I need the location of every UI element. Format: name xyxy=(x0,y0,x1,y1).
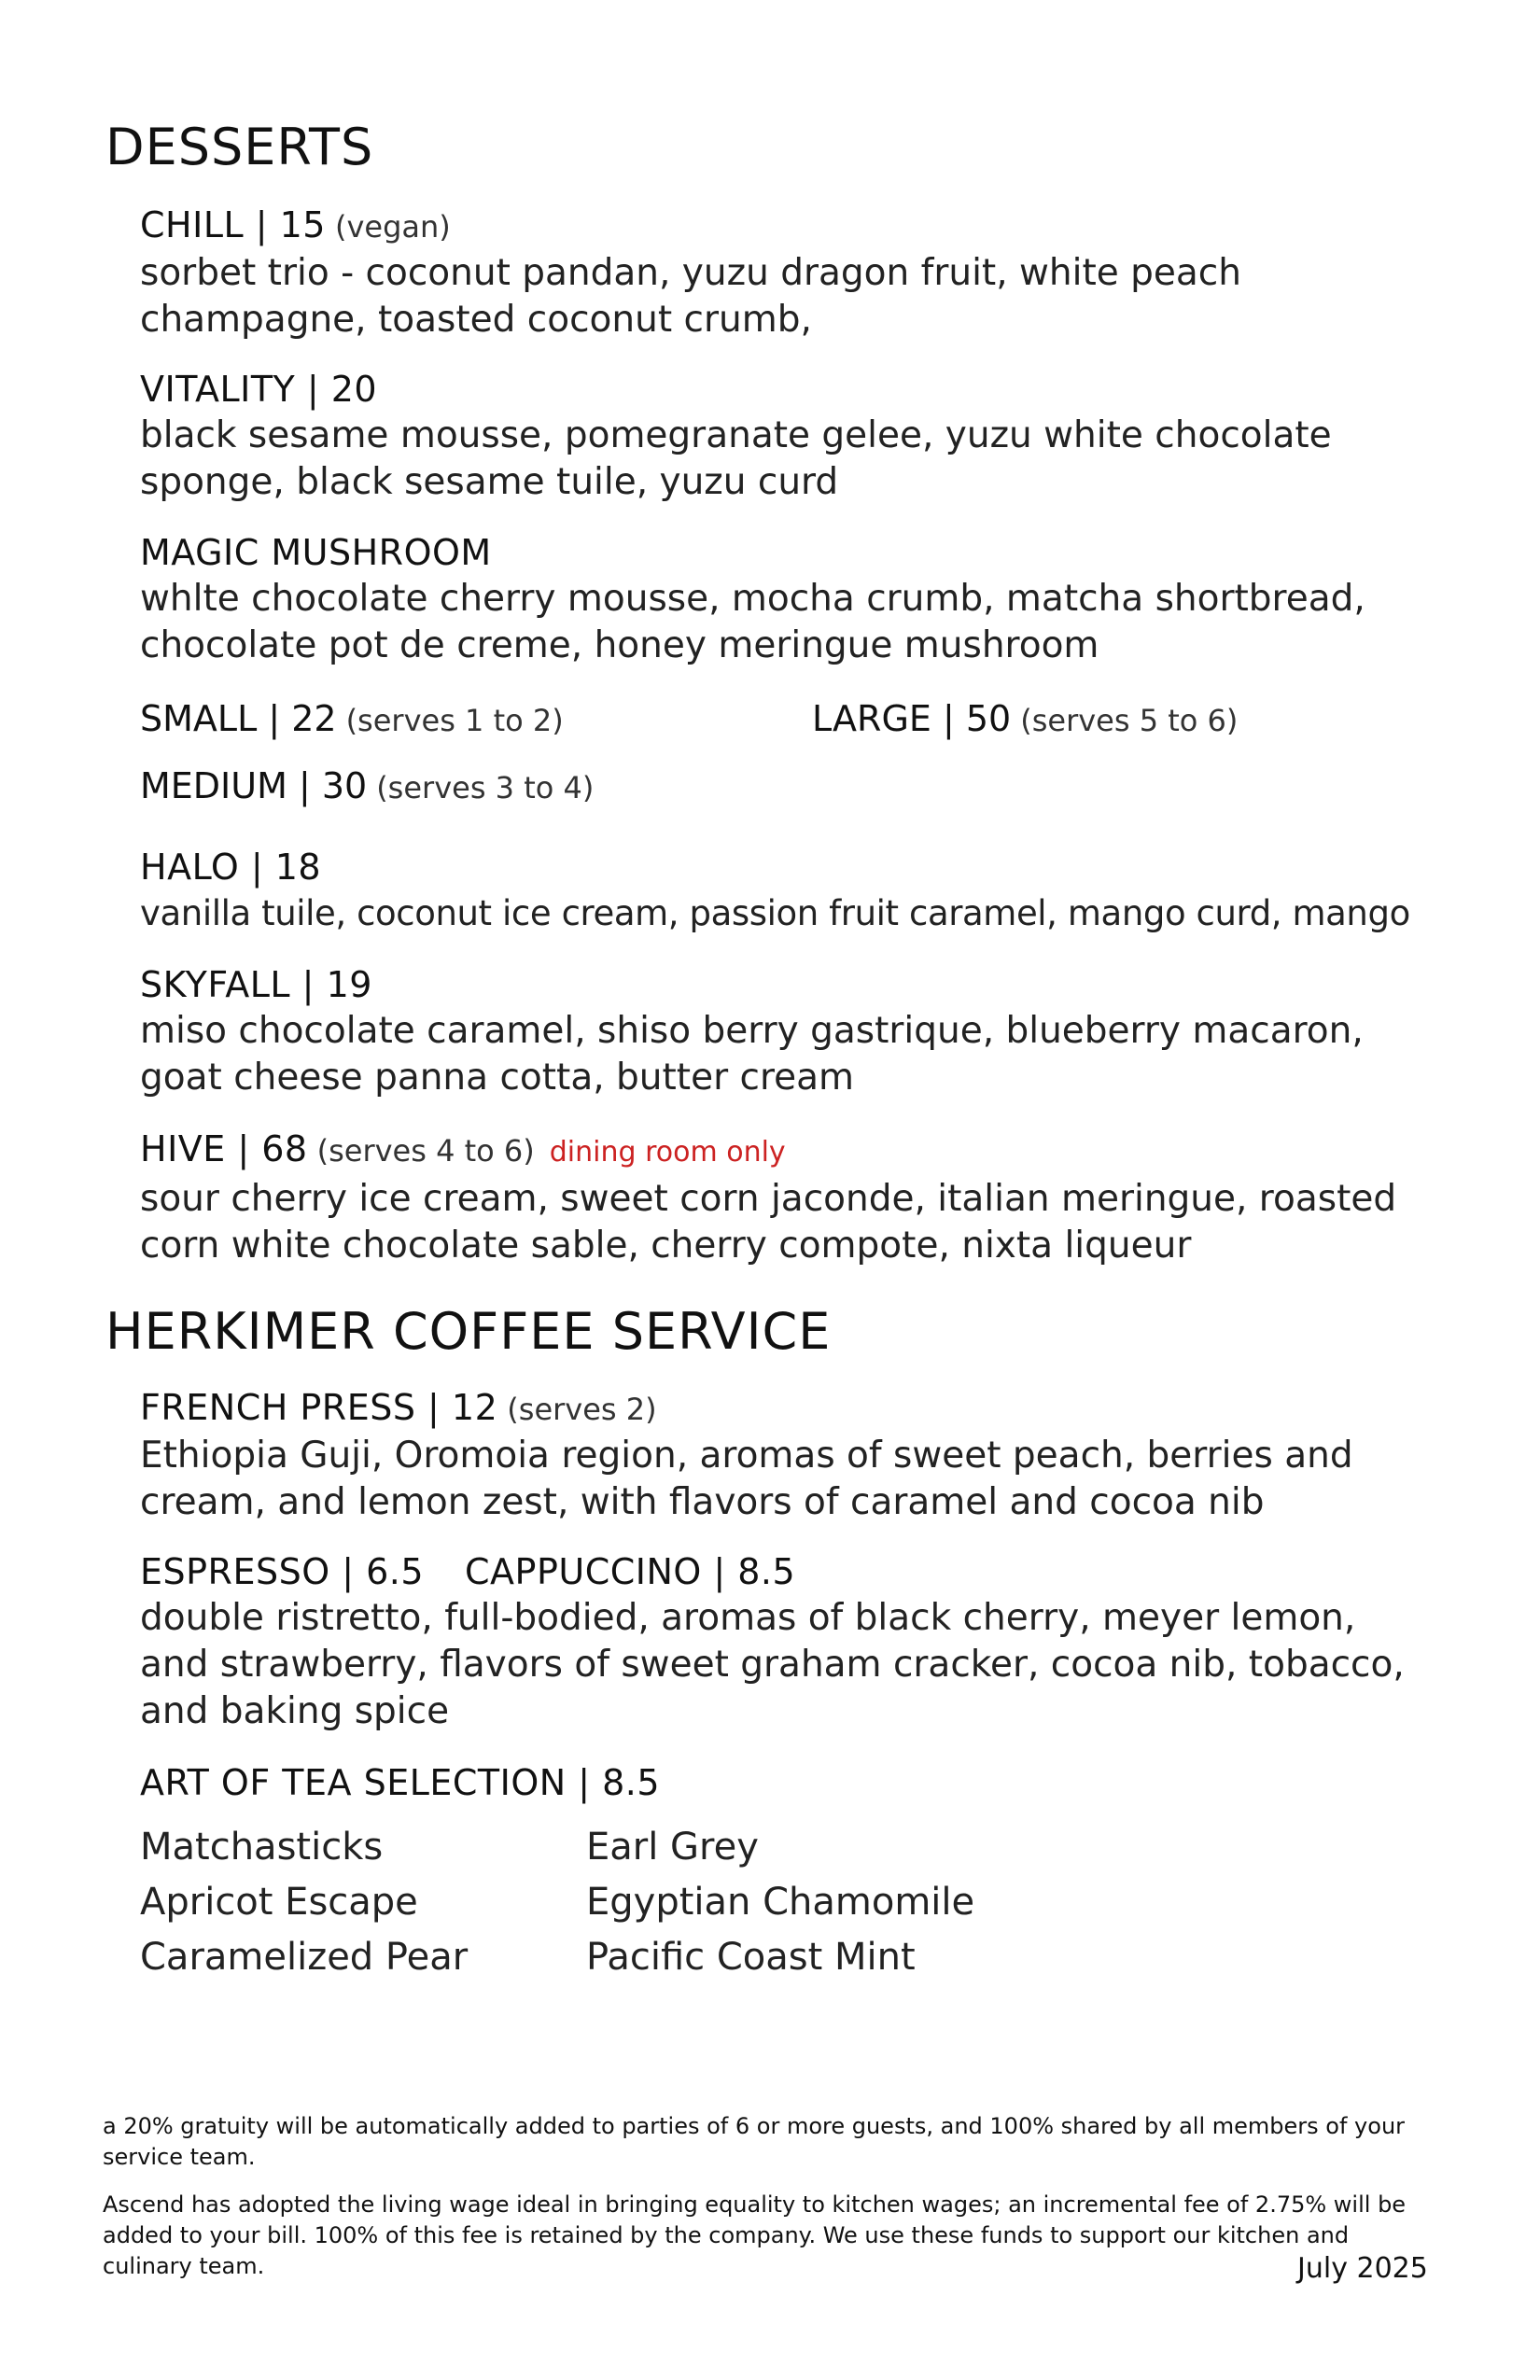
skyfall-heading: SKYFALL | 19 xyxy=(140,964,372,1005)
tea-item: Matchasticks xyxy=(140,1826,384,1869)
chill-note: (vegan) xyxy=(334,209,451,245)
item-espresso xyxy=(140,1548,1447,1735)
item-skyfall xyxy=(140,961,1447,1101)
tea-item: Apricot Escape xyxy=(140,1881,418,1924)
tea-list-left xyxy=(140,1820,468,1985)
tea-item: Caramelized Pear xyxy=(140,1936,469,1979)
size-medium-note: (serves 3 to 4) xyxy=(376,770,595,805)
chill-heading: CHILL | 15 xyxy=(140,204,326,245)
size-small-heading: SMALL | 22 xyxy=(140,698,337,739)
french-press-note: (serves 2) xyxy=(507,1392,657,1427)
size-small xyxy=(140,695,564,744)
french-press-description: Ethiopia Guji, Oromoia region, aromas of sweet peach, berries and cream, and lemon zest, with flavors of caramel and cocoa nib xyxy=(140,1435,1353,1523)
size-large xyxy=(812,695,1238,744)
item-vitality xyxy=(140,366,1447,506)
espresso-description: double ristretto, full-bodied, aromas of black cherry, meyer lemon, and strawberry, flavors of sweet graham cracker, cocoa nib, tobacco, and baking spice xyxy=(140,1597,1405,1732)
desserts-title: DESSERTS xyxy=(105,118,374,176)
size-large-heading: LARGE | 50 xyxy=(812,698,1012,739)
skyfall-description: miso chocolate caramel, shiso berry gastrique, blueberry macaron, goat cheese panna cotta, butter cream xyxy=(140,1010,1364,1099)
chill-description: sorbet trio - coconut pandan, yuzu dragon fruit, white peach champagne, toasted coconut crumb, xyxy=(140,252,1241,341)
tea-item: Egyptian Chamomile xyxy=(586,1881,975,1924)
item-magic-mushroom xyxy=(140,529,1447,669)
magic-mushroom-heading: MAGIC MUSHROOM xyxy=(140,532,492,573)
size-large-note: (serves 5 to 6) xyxy=(1020,703,1239,738)
size-medium-heading: MEDIUM | 30 xyxy=(140,765,368,806)
hive-note: (serves 4 to 6) xyxy=(316,1133,535,1169)
hive-heading: HIVE | 68 xyxy=(140,1128,308,1169)
hive-dining-room-note: dining room only xyxy=(549,1136,786,1169)
item-halo xyxy=(140,844,1447,937)
size-small-note: (serves 1 to 2) xyxy=(345,703,564,738)
tea-list-right xyxy=(586,1820,974,1985)
item-tea xyxy=(140,1759,1447,1806)
french-press-heading: FRENCH PRESS | 12 xyxy=(140,1387,498,1428)
espresso-heading: ESPRESSO | 6.5 xyxy=(140,1551,425,1592)
cappuccino-heading: CAPPUCCINO | 8.5 xyxy=(465,1551,796,1592)
living-wage-note: Ascend has adopted the living wage ideal in bringing equality to kitchen wages; an incremental fee of 2.75% will be added to your bill. 100% of this fee is retained by the company. We use these funds to support our kitchen and culinary team. xyxy=(103,2191,1407,2279)
hive-description: sour cherry ice cream, sweet corn jaconde, italian meringue, roasted corn white chocolate sable, cherry compote, nixta liqueur xyxy=(140,1178,1397,1267)
item-chill xyxy=(140,202,1447,343)
halo-description: vanilla tuile, coconut ice cream, passion fruit caramel, mango curd, mango xyxy=(140,893,1410,933)
item-french-press xyxy=(140,1384,1447,1526)
tea-heading: ART OF TEA SELECTION | 8.5 xyxy=(140,1762,661,1803)
tea-item: Pacific Coast Mint xyxy=(586,1936,916,1979)
item-hive xyxy=(140,1126,1447,1269)
size-medium xyxy=(140,763,594,811)
gratuity-note: a 20% gratuity will be automatically added to parties of 6 or more guests, and 100% shared by all members of your service team. xyxy=(103,2113,1406,2170)
vitality-heading: VITALITY | 20 xyxy=(140,369,378,410)
menu-date: July 2025 xyxy=(1297,2252,1428,2285)
tea-item: Earl Grey xyxy=(586,1826,759,1869)
halo-heading: HALO | 18 xyxy=(140,847,322,888)
vitality-description: black sesame mousse, pomegranate gelee, yuzu white chocolate sponge, black sesame tuile, yuzu curd xyxy=(140,414,1332,503)
coffee-title: HERKIMER COFFEE SERVICE xyxy=(105,1302,832,1361)
magic-mushroom-description: whlte chocolate cherry mousse, mocha crumb, matcha shortbread, chocolate pot de creme, honey meringue mushroom xyxy=(140,578,1365,666)
